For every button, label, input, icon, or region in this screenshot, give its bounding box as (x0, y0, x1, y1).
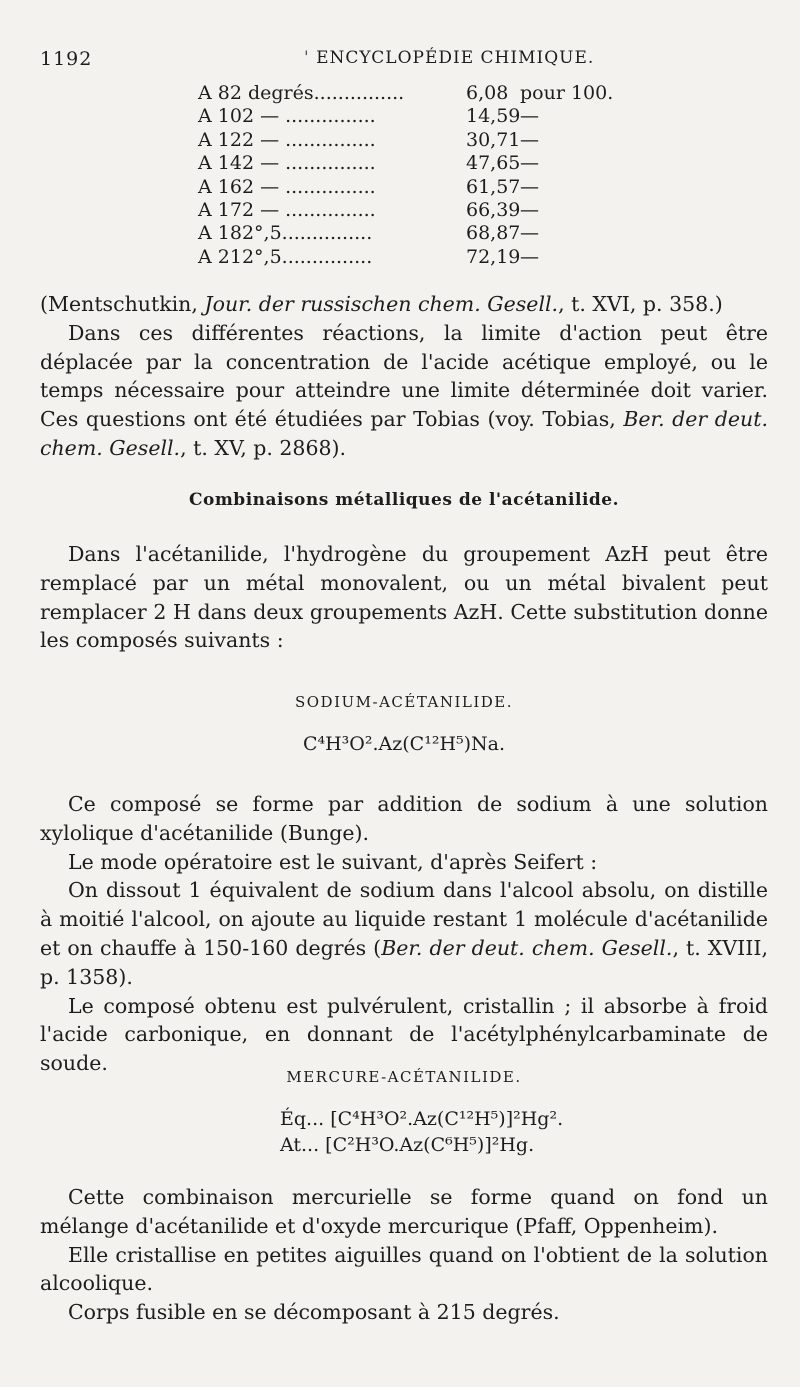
mercure-formula-at: At... [C²H³O.Az(C⁶H⁵)]²Hg. (280, 1134, 535, 1156)
table-cell-value: 72,19 (466, 245, 521, 268)
table-cell-value: 61,57 (466, 175, 521, 198)
table-cell-unit: — (520, 152, 539, 175)
paragraph-procedure-text: On dissout 1 équivalent de sodium dans l'alcool absolu, on distille à moitié l'alcool, on ajoute au liquide restant 1 molécule d'acétanilide et on chauffe à 150-160 degrés ( (40, 878, 768, 960)
table-row (198, 222, 618, 245)
intro-block (40, 540, 768, 655)
page-number: 1192 (40, 48, 93, 70)
paragraph-reactions-ref: , t. XV, p. 2868). (180, 435, 347, 460)
sodium-block (40, 790, 768, 1078)
paragraph-product: Le composé obtenu est pulvérulent, cristallin ; il absorbe à froid l'acide carbonique, en donnant de l'acétylphénylcarbaminate de soude. (40, 993, 768, 1076)
citation-ref: , t. XVI, p. 358.) (558, 292, 723, 316)
table-cell-label: A 82 degrés............... (198, 82, 405, 104)
citation-block (40, 290, 768, 463)
table-cell-value: 30,71 (466, 128, 521, 151)
paragraph-mercure-formation: Cette combinaison mercurielle se forme quand on fond un mélange d'acétanilide et d'oxyde mercurique (Pfaff, Oppenheim). (40, 1185, 768, 1238)
table-cell-unit: — (520, 222, 539, 245)
temperature-table (198, 82, 618, 269)
table-cell-value: 6,08 (466, 82, 509, 104)
table-cell-label: A 102 — ............... (198, 105, 376, 128)
paragraph-procedure-ref: , t. XVIII, p. 1358). (40, 935, 768, 989)
table-cell-label: A 142 — ............... (198, 152, 376, 175)
table-cell-unit: — (520, 105, 539, 128)
table-cell-label: A 172 — ............... (198, 198, 376, 221)
page-header (40, 48, 760, 78)
sodium-title: SODIUM-ACÉTANILIDE. (294, 693, 514, 711)
paragraph-procedure (40, 876, 768, 991)
sodium-formula: C⁴H³O².Az(C¹²H⁵)Na. (302, 733, 506, 755)
mercure-title: MERCURE-ACÉTANILIDE. (286, 1068, 522, 1086)
paragraph-reactions-journal: Ber. der deut. chem. Gesell. (40, 407, 769, 460)
table-cell-unit: — (520, 245, 539, 268)
table-cell-unit: pour 100. (520, 82, 614, 104)
paragraph-substitution: Dans l'acétanilide, l'hydrogène du groupement AzH peut être remplacé par un métal monovalent, ou un métal bivalent peut remplacer 2 H dans deux groupements AzH. Cette substitution donne les composés suivants : (40, 542, 768, 653)
citation-journal: Jour. der russischen chem. Gesell. (204, 292, 559, 316)
section-title: Combinaisons métalliques de l'acétanilide. (188, 490, 620, 510)
mercure-block (40, 1183, 768, 1327)
paragraph-crystallization: Elle cristallise en petites aiguilles quand on l'obtient de la solution alcoolique. (40, 1242, 768, 1296)
table-cell-label: A 122 — ............... (198, 128, 376, 151)
table-row (198, 82, 618, 105)
table-row (198, 152, 618, 175)
table-row (198, 105, 618, 128)
paragraph-sodium-formation: Ce composé se forme par addition de sodium à une solution xylolique d'acétanilide (Bunge). (40, 792, 768, 845)
table-cell-label: A 212°,5............... (198, 245, 373, 268)
table-row (198, 199, 618, 222)
paragraph-fusion: Corps fusible en se décomposant à 215 degrés. (68, 1300, 560, 1325)
table-cell-unit: — (520, 175, 539, 198)
citation-author: (Mentschutkin, (40, 292, 205, 316)
table-row (198, 176, 618, 199)
table-cell-unit: — (520, 128, 539, 151)
table-row (198, 246, 618, 269)
citation (40, 290, 768, 319)
paragraph-reactions-text: Dans ces différentes réactions, la limite d'action peut être déplacée par la concentration de l'acide acétique employé, ou le temps nécessaire pour atteindre une limite déterminée doit varier. Ces questions ont été étudiées par Tobias (voy. Tobias, (40, 320, 768, 432)
table-cell-unit: — (520, 198, 539, 221)
table-cell-value: 66,39 (466, 198, 521, 221)
running-title: ' ENCYCLOPÉDIE CHIMIQUE. (304, 48, 594, 68)
table-cell-value: 47,65 (466, 152, 521, 175)
table-cell-label: A 162 — ............... (198, 175, 376, 198)
paragraph-procedure-journal: Ber. der deut. chem. Gesell. (381, 935, 673, 960)
table-cell-label: A 182°,5............... (198, 222, 373, 245)
table-cell-value: 68,87 (466, 222, 521, 245)
table-cell-value: 14,59 (466, 105, 521, 128)
mercure-formula-eq: Éq... [C⁴H³O².Az(C¹²H⁵)]²Hg². (280, 1108, 564, 1130)
paragraph-mode: Le mode opératoire est le suivant, d'après Seifert : (68, 849, 598, 874)
table-row (198, 129, 618, 152)
paragraph-reactions (40, 319, 768, 463)
